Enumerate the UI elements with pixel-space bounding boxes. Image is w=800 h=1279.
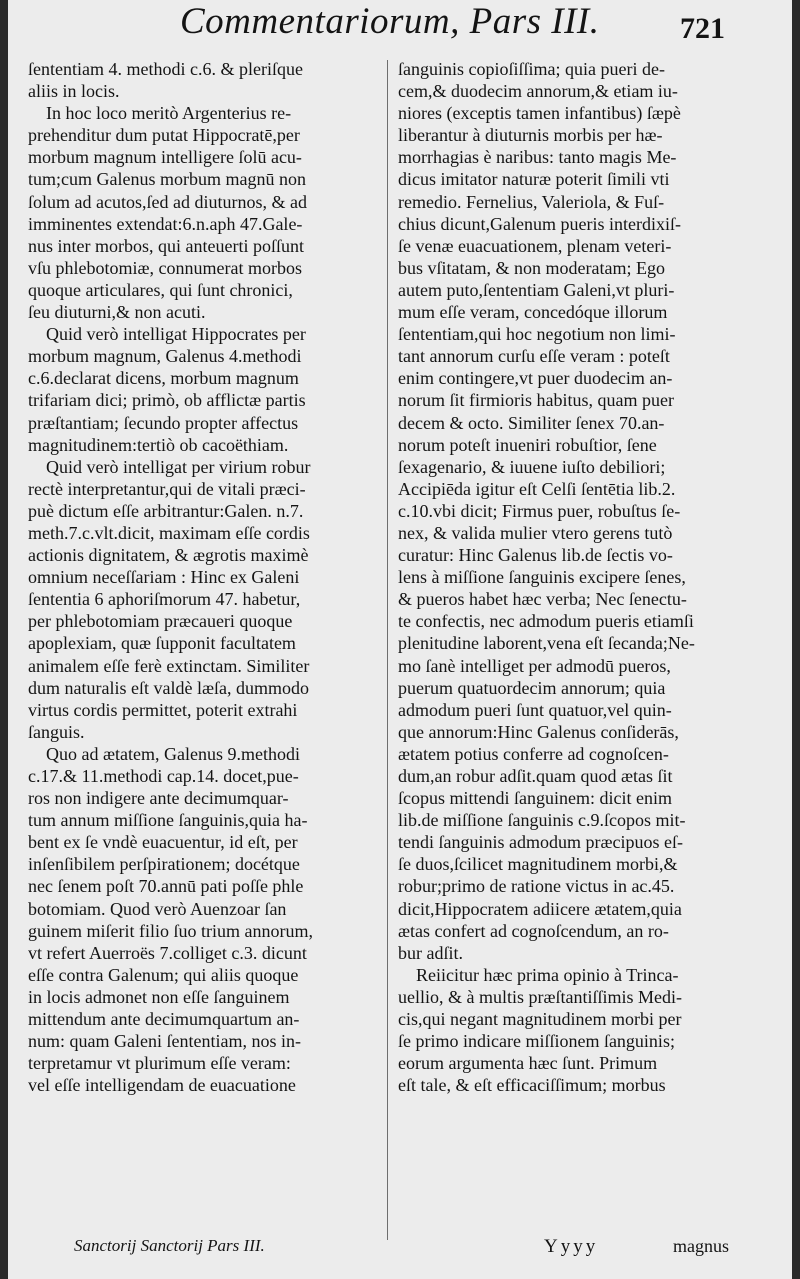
text-line: ſexagenario, & iuuene iuſto debiliori; <box>398 456 666 477</box>
text-line: eſſe contra Galenum; qui aliis quoque <box>28 964 299 985</box>
text-line: uellio, & à multis præſtantiſſimis Medi- <box>398 986 682 1007</box>
text-line: dum naturalis eſt valdè læſa, dummodo <box>28 677 309 698</box>
text-line: puerum quatuordecim annorum; quia <box>398 677 666 698</box>
text-line: dum,an robur adſit.quam quod ætas ſit <box>398 766 673 786</box>
text-line: animalem eſſe ferè extinctam. Similiter <box>28 655 310 676</box>
page-number: 721 <box>680 12 725 45</box>
text-line: nec ſenem poſt 70.annū pati poſſe phle <box>28 876 304 897</box>
text-line: morbum magnum, Galenus 4.methodi <box>28 346 302 367</box>
text-line: c.10.vbi dicit; Firmus puer, robuſtus ſe- <box>398 500 681 521</box>
text-line: eſt tale, & eſt efficaciſſimum; morbus <box>398 1075 666 1096</box>
text-line: bent ex ſe vndè euacuentur, id eſt, per <box>28 832 298 853</box>
text-line: c.17.& 11.methodi cap.14. docet,pue- <box>28 766 299 786</box>
text-line: quoque articulares, qui ſunt chronici, <box>28 279 293 300</box>
text-line: bus vſitatam, & non moderatam; Ego <box>398 257 665 278</box>
book-page <box>8 0 792 1279</box>
text-line: ſententia 6 aphoriſmorum 47. habetur, <box>28 589 301 610</box>
text-line: per phlebotomiam præcaueri quoque <box>28 611 293 632</box>
text-line: lens à miſſione ſanguinis excipere ſenes, <box>398 567 686 588</box>
text-line: omnium neceſſariam : Hinc ex Galeni <box>28 567 300 588</box>
text-line: morbum magnum intelligere ſolū acu- <box>28 147 302 168</box>
text-line: puè dictum eſſe arbitrantur:Galen. n.7. <box>28 500 304 521</box>
text-line: terpretamur vt plurimum eſſe veram: <box>28 1053 291 1074</box>
text-line: tum;cum Galenus morbum magnū non <box>28 169 306 190</box>
text-line: norum poteſt inueniri robuſtior, ſene <box>398 434 657 455</box>
text-line: enim contingere,vt puer duodecim an- <box>398 368 673 389</box>
text-line: imminentes extendat:6.n.aph 47.Gale- <box>28 213 303 234</box>
text-line: tant annorum curſu eſſe veram : poteſt <box>398 346 670 367</box>
text-line: admodum pueri ſunt quatuor,vel quin- <box>398 699 672 720</box>
text-line: ſolum ad acutos,ſed ad diuturnos, & ad <box>28 191 307 212</box>
text-line: In hoc loco meritò Argenterius re- <box>46 103 292 124</box>
text-line: c.6.declarat dicens, morbum magnum <box>28 368 299 389</box>
text-line: remedio. Fernelius, Valeriola, & Fuſ- <box>398 191 665 212</box>
text-line: virtus cordis permittet, poterit extrahi <box>28 699 298 720</box>
text-line: ætas confert ad cognoſcendum, an ro- <box>398 920 669 941</box>
text-line: Reiicitur hæc prima opinio à Trinca- <box>416 964 679 985</box>
text-line: ſe primo indicare miſſionem ſanguinis; <box>398 1031 675 1052</box>
text-line: te confectis, nec admodum pueris etiamſi <box>398 611 694 632</box>
text-line: mo ſanè intelliget per admodū pueros, <box>398 655 671 676</box>
text-line: que annorum:Hinc Galenus conſiderās, <box>398 721 679 742</box>
text-line: ros non indigere ante decimumquar- <box>28 788 289 809</box>
text-line: & pueros habet hæc verba; Nec ſenectu- <box>398 589 687 610</box>
running-signature: Sanctorij Sanctorij Pars III. <box>74 1236 265 1255</box>
text-line: ſeu diuturni,& non acuti. <box>28 302 206 323</box>
text-line: autem puto,ſententiam Galeni,vt pluri- <box>398 279 675 300</box>
page-header <box>8 0 792 56</box>
text-line: rectè interpretantur,qui de vitali præci- <box>28 478 306 499</box>
text-line: inſenſibilem perſpirationem; docétque <box>28 854 300 875</box>
text-line: dicus imitator naturæ poterit ſimili vti <box>398 169 670 190</box>
text-line: ſe venæ euacuationem, plenam veteri- <box>398 235 672 256</box>
text-line: Quid verò intelligat per virium robur <box>46 456 311 477</box>
text-line: ſcopus mittendi ſanguinem: dicit enim <box>398 788 672 809</box>
text-line: plenitudine laborent,vena eſt ſecanda;Ne- <box>398 633 695 654</box>
text-line: ſententiam 4. methodi c.6. & pleriſque <box>28 59 303 79</box>
right-text-column <box>398 58 772 1096</box>
text-line: num: quam Galeni ſententiam, nos in- <box>28 1031 301 1052</box>
running-title: Commentariorum, Pars III. <box>180 1 600 42</box>
text-line: mittendum ante decimumquartum an- <box>28 1009 300 1030</box>
text-line: liberantur à diuturnis morbis per hæ- <box>398 125 663 146</box>
text-line: actionis dignitatem, & ægrotis maximè <box>28 545 309 566</box>
text-line: lib.de miſſione ſanguinis c.9.ſcopos mit- <box>398 810 686 831</box>
text-line: cem,& duodecim annorum,& etiam iu- <box>398 81 678 102</box>
text-line: ſententiam,qui hoc negotium non limi- <box>398 324 676 345</box>
text-line: tum annum miſſione ſanguinis,quia ha- <box>28 810 308 831</box>
text-line: chius dicunt,Galenum pueris interdixiſ- <box>398 213 681 234</box>
text-line: nex, & valida mulier vtero gerens tutò <box>398 522 673 543</box>
text-line: robur;primo de ratione victus in ac.45. <box>398 876 675 897</box>
text-line: bur adſit. <box>398 942 463 963</box>
text-line: ſanguinis copioſiſſima; quia pueri de- <box>398 59 665 79</box>
text-line: cis,qui negant magnitudinem morbi per <box>398 1009 682 1030</box>
text-line: vt refert Auerroës 7.colliget c.3. dicunt <box>28 942 307 963</box>
signature-mark: Yyyy <box>544 1236 599 1257</box>
text-line: prehenditur dum putat Hippocratē,per <box>28 125 300 146</box>
text-line: vel eſſe intelligendam de euacuatione <box>28 1075 296 1096</box>
text-line: apoplexiam, quæ ſupponit facultatem <box>28 633 296 654</box>
text-line: botomiam. Quod verò Auenzoar ſan <box>28 898 287 919</box>
text-line: præſtantiam; ſecundo propter affectus <box>28 412 299 433</box>
text-line: guinem miſerit filio ſuo trium annorum, <box>28 920 313 941</box>
text-line: mum eſſe veram, concedóque illorum <box>398 302 668 323</box>
text-line: Quo ad ætatem, Galenus 9.methodi <box>46 743 300 764</box>
text-line: eorum argumenta hæc ſunt. Primum <box>398 1053 658 1074</box>
text-line: norum ſit firmioris habitus, quam puer <box>398 390 674 411</box>
text-line: meth.7.c.vlt.dicit, maximam eſſe cordis <box>28 522 310 543</box>
text-line: dicit,Hippocratem adiicere ætatem,quia <box>398 898 682 919</box>
text-line: curatur: Hinc Galenus lib.de ſectis vo- <box>398 545 673 566</box>
left-text-column <box>28 58 392 1096</box>
column-divider <box>387 60 388 1240</box>
text-line: nus inter morbos, qui anteuerti poſſunt <box>28 235 304 256</box>
text-line: aliis in locis. <box>28 81 120 102</box>
text-line: ſe duos,ſcilicet magnitudinem morbi,& <box>398 854 678 875</box>
text-line: ætatem potius conferre ad cognoſcen- <box>398 743 669 764</box>
text-line: magnitudinem:tertiò ob cacoëthiam. <box>28 434 289 455</box>
text-line: niores (exceptis tamen infantibus) ſæpè <box>398 103 681 124</box>
catchword: magnus <box>673 1236 729 1256</box>
text-line: Quid verò intelligat Hippocrates per <box>46 324 306 345</box>
text-line: ſanguis. <box>28 721 85 742</box>
text-line: Accipiēda igitur eſt Celſi ſentētia lib.2. <box>398 478 676 499</box>
text-line: vſu phlebotomiæ, connumerat morbos <box>28 257 302 278</box>
text-line: tendi ſanguinis admodum præcipuos eſ- <box>398 832 683 853</box>
text-line: decem & octo. Similiter ſenex 70.an- <box>398 412 665 433</box>
text-line: in locis admonet non eſſe ſanguinem <box>28 986 290 1007</box>
text-line: trifariam dici; primò, ob afflictæ partis <box>28 390 306 411</box>
text-line: morrhagias è naribus: tanto magis Me- <box>398 147 677 168</box>
